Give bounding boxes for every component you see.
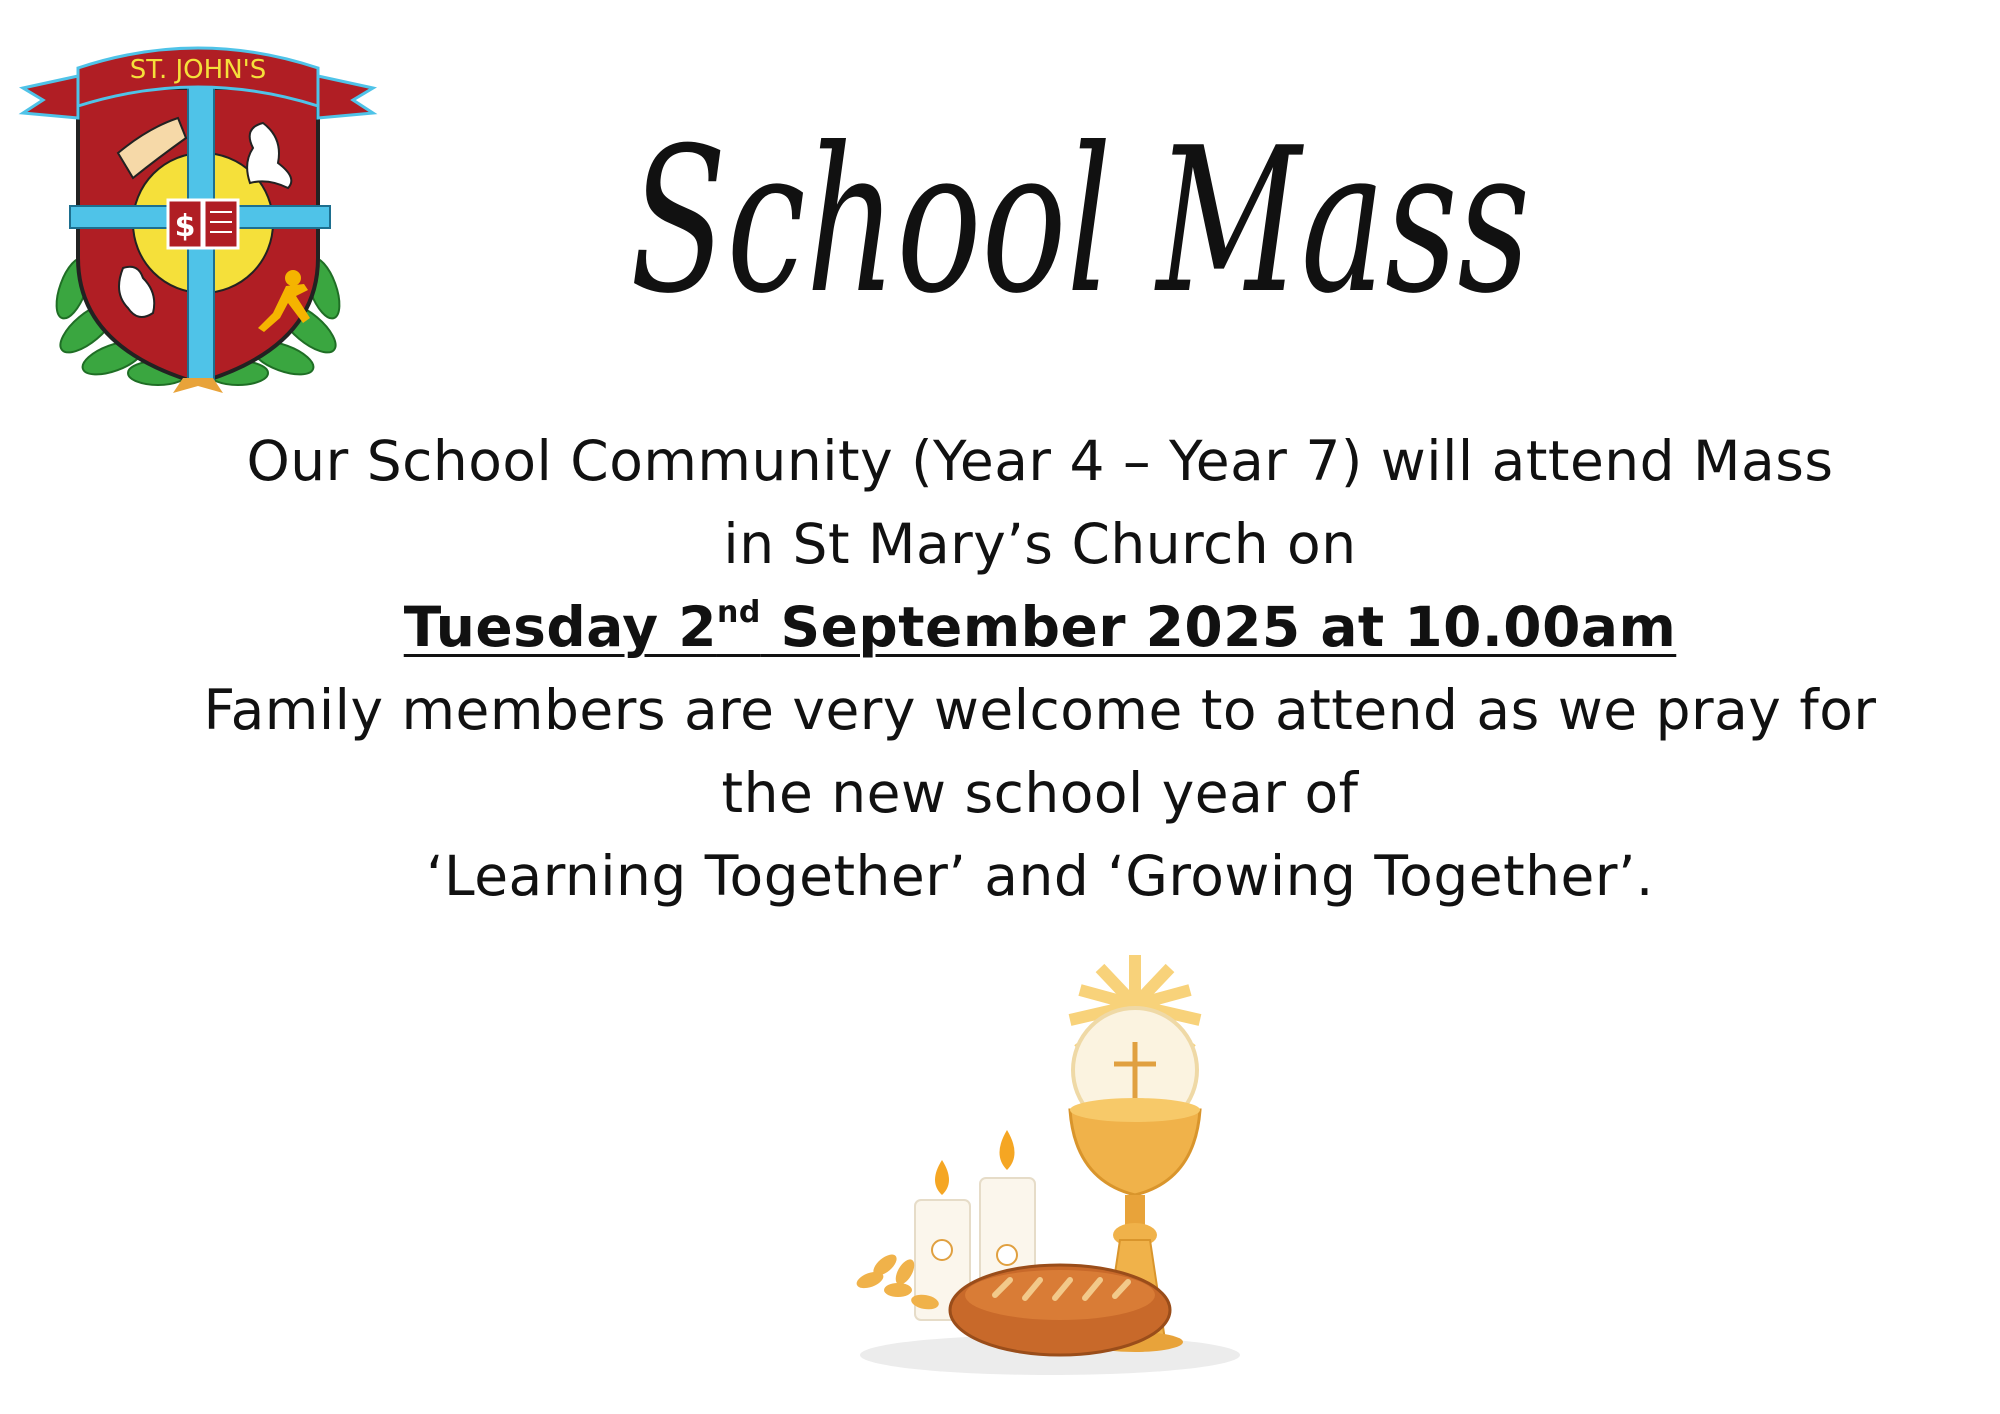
notice-date-rest: September 2025 at 10.00am (760, 595, 1677, 659)
notice-line-attendance: Our School Community (Year 4 – Year 7) will attend Mass (246, 429, 1834, 493)
svg-text:$: $ (174, 209, 196, 244)
notice-line-school-year: the new school year of (721, 761, 1359, 825)
notice-body (120, 420, 1960, 918)
school-crest-logo (18, 28, 378, 398)
notice-date-ordinal: nd (716, 595, 761, 630)
notice-date (120, 586, 1960, 669)
page-title-text: School Mass (630, 105, 1530, 338)
page-title (600, 60, 1560, 380)
chalice-host-candles-bread-illustration (830, 950, 1270, 1390)
notice-line-motto: ‘Learning Together’ and ‘Growing Together’. (426, 844, 1654, 908)
notice-date-day: Tuesday 2 (403, 595, 717, 659)
bread-loaf (950, 1265, 1170, 1355)
book-icon (168, 200, 238, 248)
notice-line-church: in St Mary’s Church on (723, 512, 1357, 576)
notice-line-family: Family members are very welcome to attend as we pray for (203, 678, 1877, 742)
crest-banner-text: ST. JOHN'S (129, 55, 267, 85)
